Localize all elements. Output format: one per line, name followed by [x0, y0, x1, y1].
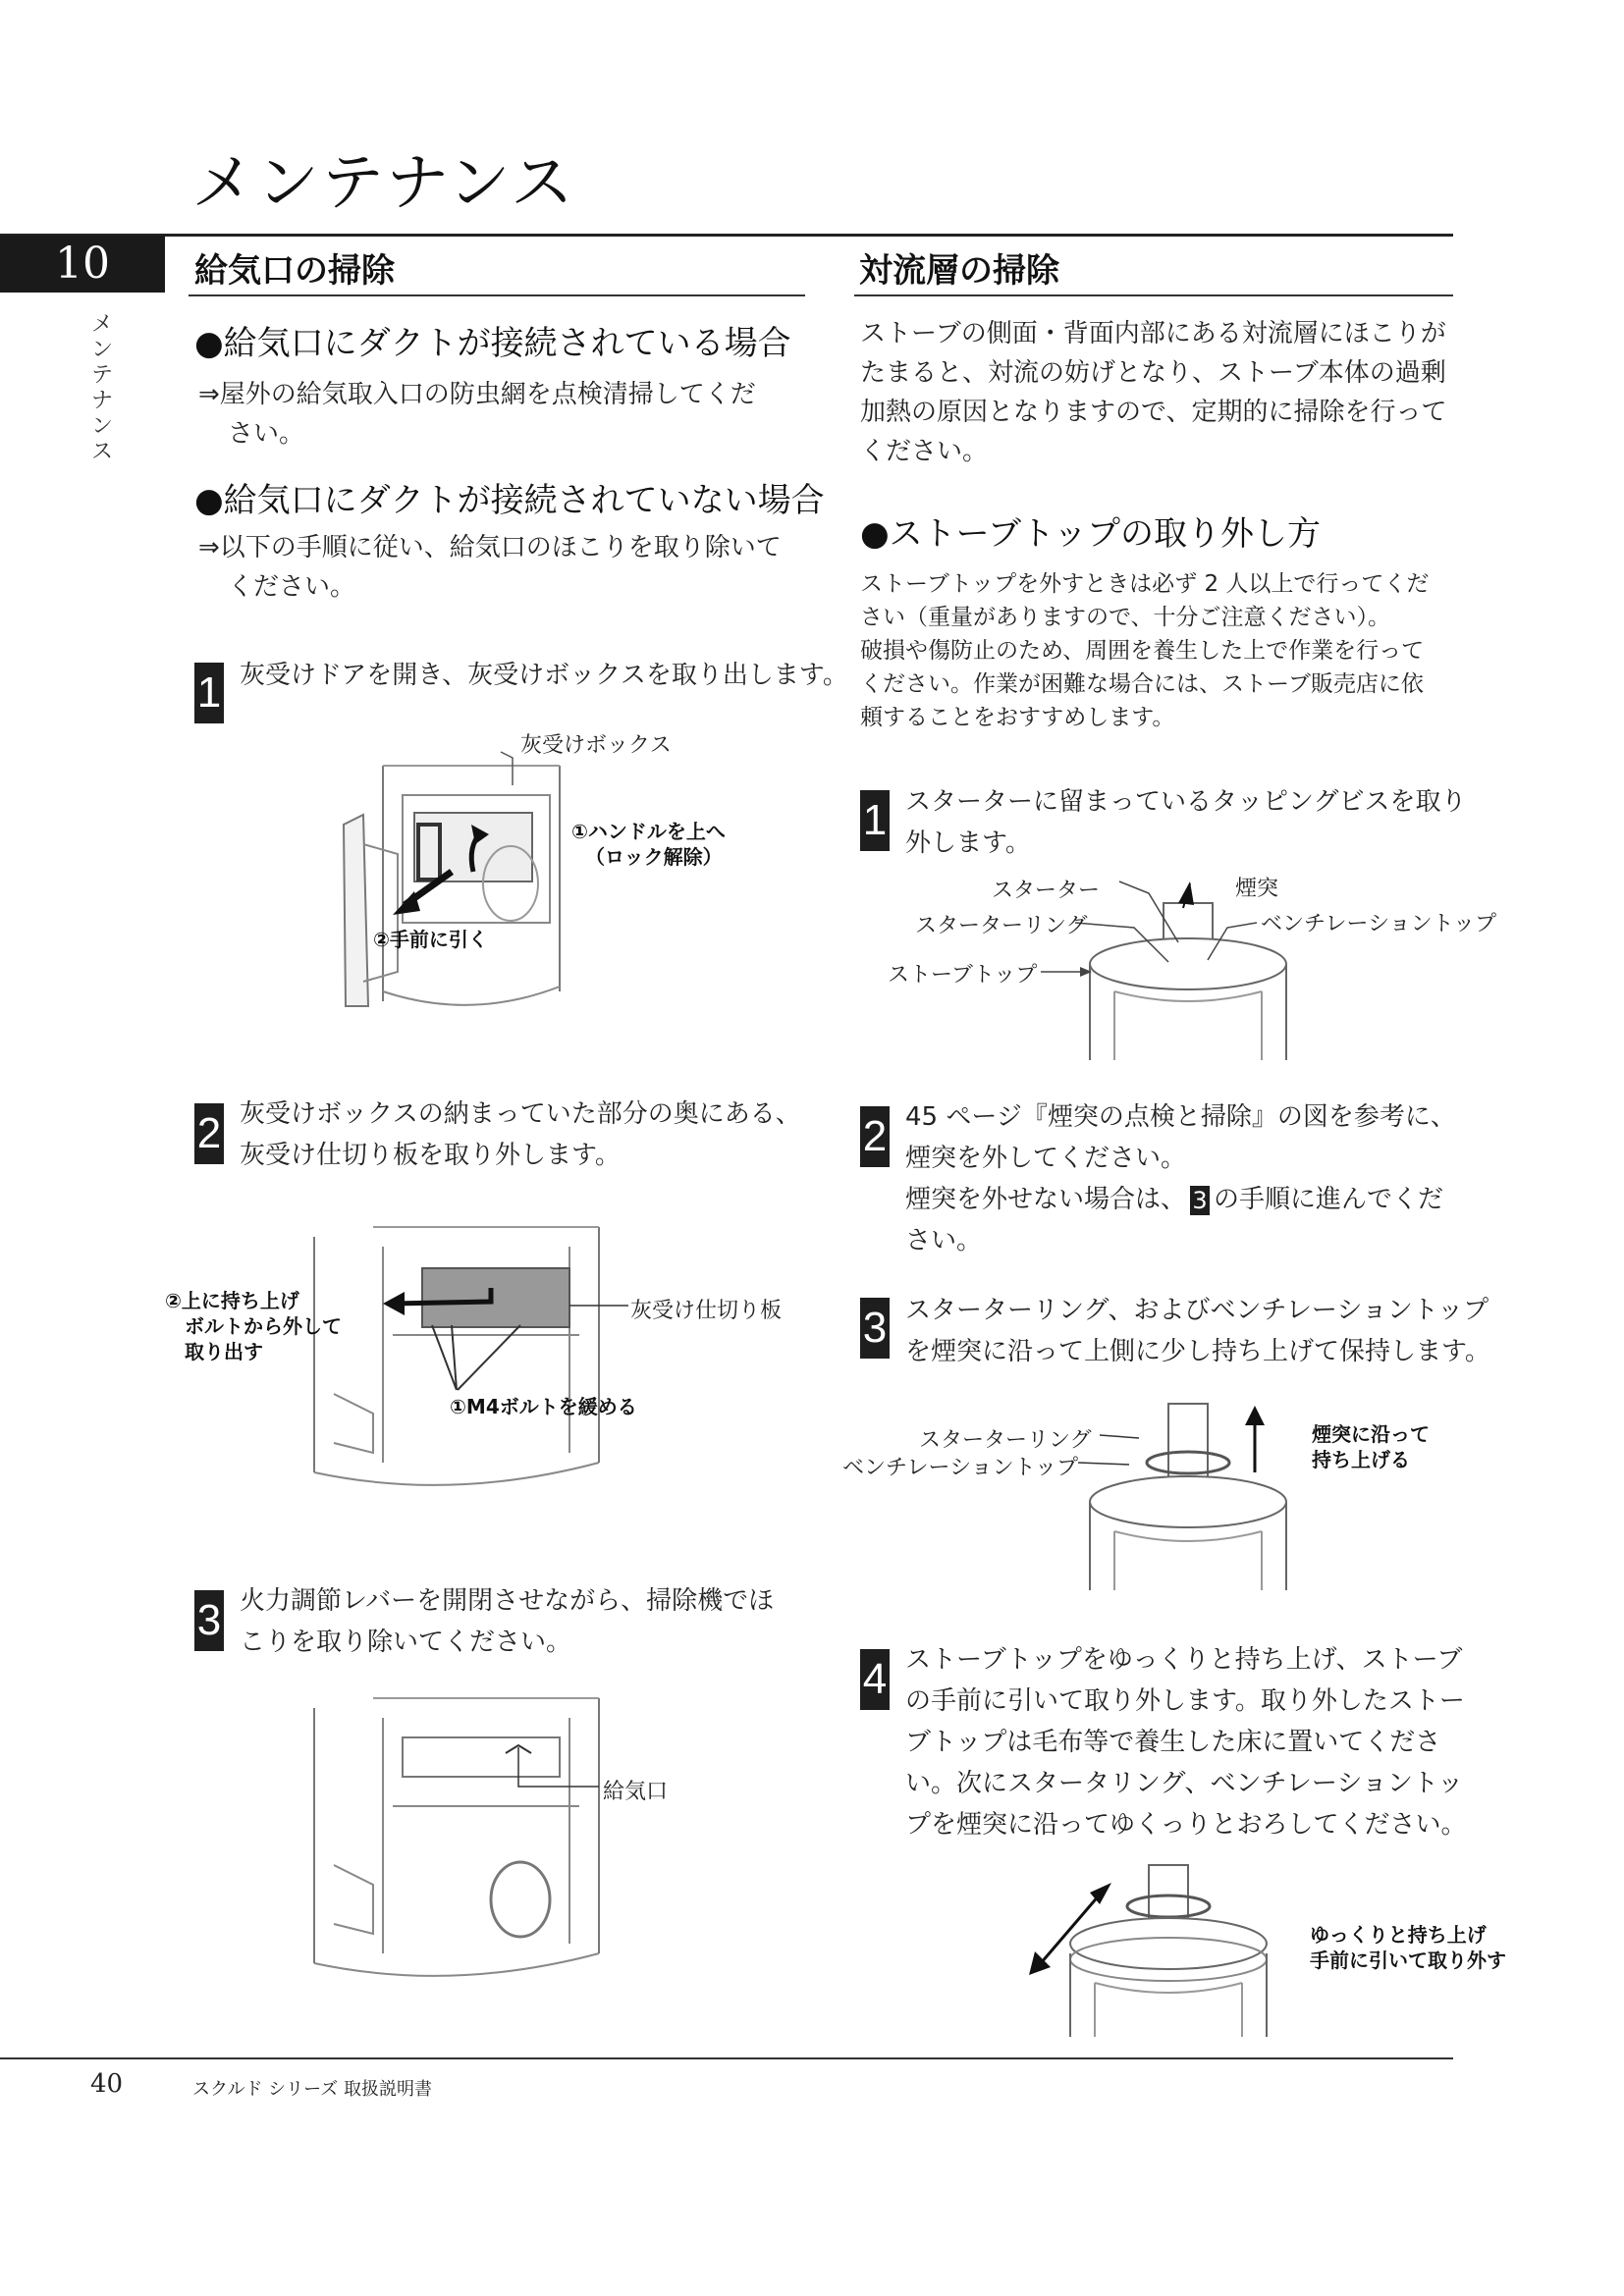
label-starter-ring-2: スターターリング [919, 1428, 1092, 1453]
left-step2-text: 灰受けボックスの納まっていた部分の奥にある、 灰受け仕切り板を取り外します。 [240, 1099, 801, 1170]
label-ash-box: 灰受けボックス [520, 733, 672, 758]
left-step2-number: 2 [194, 1103, 224, 1164]
case1-text: ⇒屋外の給気取入口の防虫網を点検清掃してくだ さい。 [198, 380, 756, 449]
stove-top-notice: ストーブトップを外すときは必ず 2 人以上で行ってくだ さい（重量がありますので、十分ご注意ください）。 破損や傷防止のため、周囲を養生した上で作業を行って ください。作業が困難な場合には、ストーブ販売店に依 頼することをおすすめします。 [860, 571, 1430, 730]
left-step3-number: 3 [194, 1590, 224, 1651]
right-step3-number: 3 [860, 1298, 890, 1359]
right-section-heading: 対流層の掃除 [859, 251, 1059, 291]
label-loosen-bolt: ①M4ボルトを緩める [450, 1395, 637, 1418]
right-step4-number: 4 [860, 1649, 890, 1710]
manual-title: スクルド シリーズ 取扱説明書 [192, 2079, 433, 2100]
right-step4-text: ストーブトップをゆっくりと持ち上げ、ストーブ の手前に引いて取り外します。取り外したストー ブトップは毛布等で養生した床に置いてくださ い。次にスタータリング、ベンチレーショントッ プを煙突に沿ってゆくっりとおろしてください。 [905, 1645, 1467, 1840]
label-stove-top: ストーブトップ [888, 963, 1038, 988]
label-lift-out: ②上に持ち上げ ボルトから外して 取り出す [165, 1289, 342, 1363]
air-inlet-illustration [295, 1698, 628, 1993]
label-vent-top: ベンチレーショントップ [1261, 912, 1497, 936]
left-step1-number: 1 [194, 663, 224, 723]
case2-text: ⇒以下の手順に従い、給気口のほこりを取り除いて ください。 [198, 533, 782, 602]
label-handle-up: ①ハンドルを上へ （ロック解除） [571, 820, 726, 869]
stove-top-illustration-3 [1021, 1865, 1316, 2042]
chapter-number: 10 [0, 236, 165, 293]
label-lift-along-chimney: 煙突に沿って 持ち上げる [1312, 1422, 1430, 1471]
label-vent-top-2: ベンチレーショントップ [842, 1456, 1079, 1480]
footer-rule [0, 2057, 1453, 2059]
right-step2-number: 2 [860, 1106, 890, 1167]
left-step1-text: 灰受けドアを開き、灰受けボックスを取り出します。 [240, 661, 848, 690]
label-air-inlet: 給気口 [603, 1780, 669, 1804]
right-section-rule [854, 294, 1453, 296]
stove-top-subhead: ●ストーブトップの取り外し方 [860, 514, 1321, 554]
case1-title: ●給気口にダクトが接続されている場合 [194, 324, 791, 363]
right-step1-number: 1 [860, 790, 890, 851]
label-starter-ring: スターターリング [915, 914, 1088, 938]
stove-top-illustration-2 [1080, 1404, 1316, 1590]
right-step3-text: スターターリング、およびベンチレーショントップ を煙突に沿って上側に少し持ち上げて保持します。 [905, 1296, 1490, 1366]
right-step2-text: 45 ページ『煙突の点検と掃除』の図を参考に、 煙突を外してください。 煙突を外せない場合は、 3 の手順に進んでくだ さい。 [905, 1102, 1456, 1255]
label-chimney: 煙突 [1235, 877, 1279, 901]
label-starter: スターター [992, 879, 1101, 903]
step-ref-badge: 3 [1190, 1186, 1210, 1215]
divider-plate-illustration [295, 1217, 628, 1482]
left-section-heading: 給気口の掃除 [194, 251, 395, 291]
left-section-rule [189, 294, 805, 296]
label-pull-forward: ②手前に引く [373, 928, 488, 951]
left-step3-text: 火力調節レバーを開閉させながら、掃除機でほ こりを取り除いてください。 [240, 1586, 775, 1657]
label-slowly-lift: ゆっくりと持ち上げ 手前に引いて取り外す [1310, 1923, 1506, 1972]
case2-title: ●給気口にダクトが接続されていない場合 [194, 481, 825, 520]
page-title: メンテナンス [191, 147, 575, 220]
right-step1-text: スターターに留まっているタッピングビスを取り 外します。 [905, 787, 1467, 858]
label-divider-plate: 灰受け仕切り板 [630, 1299, 783, 1323]
page-number: 40 [90, 2069, 124, 2099]
right-intro: ストーブの側面・背面内部にある対流層にほこりが たまると、対流の妨げとなり、ストーブ本体の過剰 加熱の原因となりますので、定期的に掃除を行って ください。 [860, 319, 1447, 466]
header-rule [0, 234, 1453, 237]
side-tab: メ ン テ ナ ン ス [90, 312, 113, 464]
